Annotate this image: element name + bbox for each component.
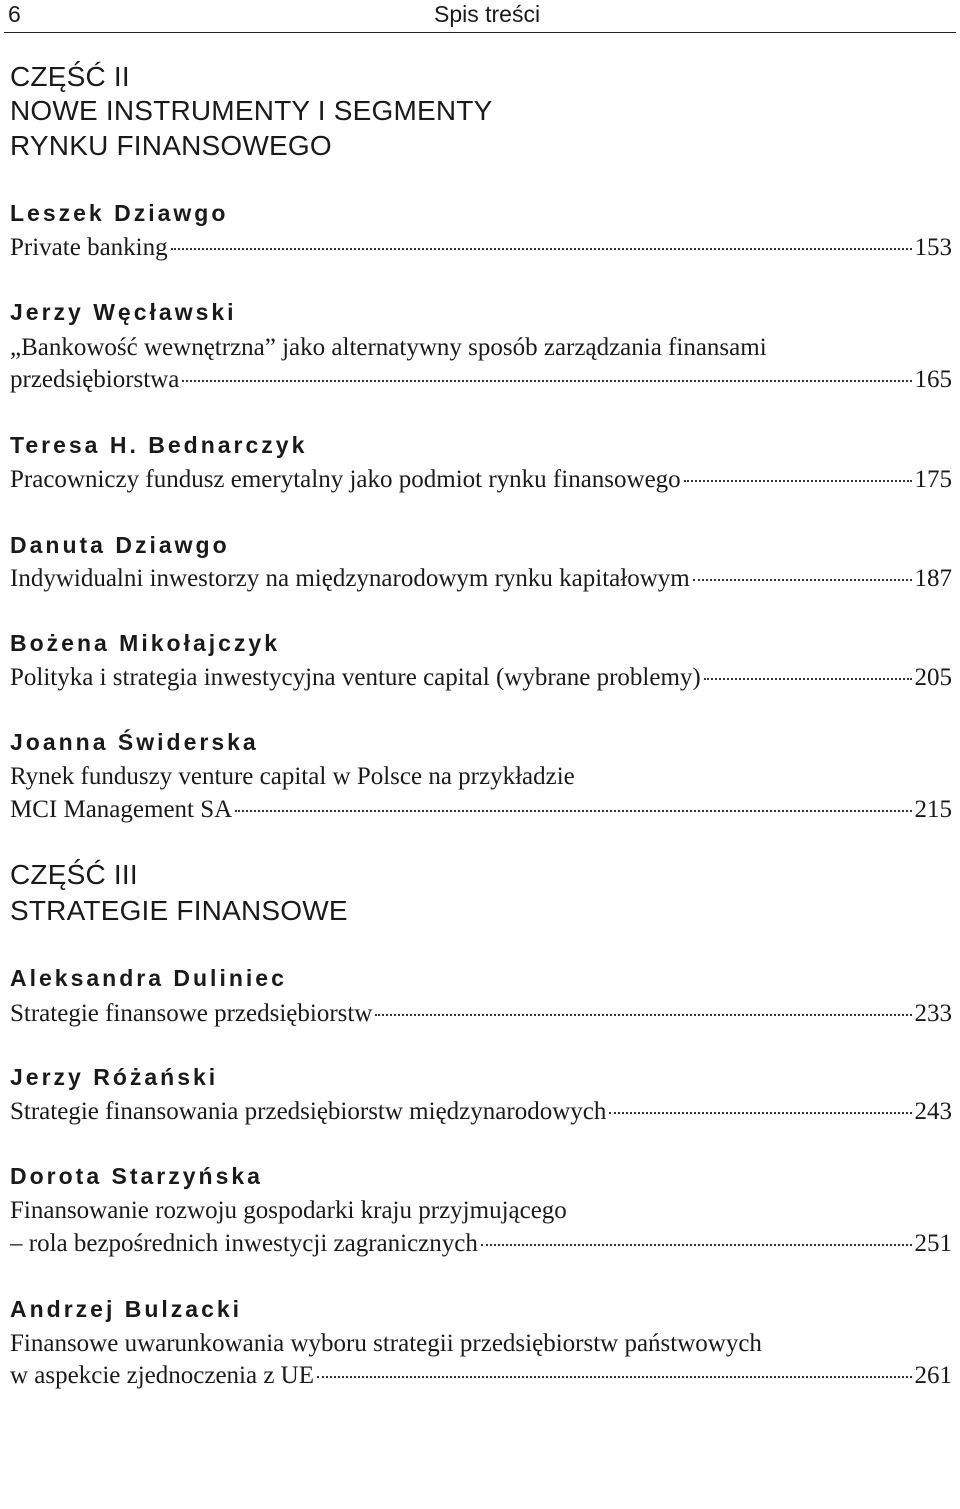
dot-leader	[317, 1376, 911, 1378]
toc-entry-author: Jerzy Węcławski	[10, 299, 237, 325]
toc-entry-title: MCI Management SA	[10, 796, 233, 823]
toc-entry-author: Dorota Starzyńska	[10, 1163, 263, 1189]
toc-entry-page: 175	[914, 466, 952, 493]
dot-leader	[693, 579, 912, 581]
dot-leader	[481, 1244, 912, 1246]
part-3-heading: CZĘŚĆ III	[10, 859, 138, 890]
toc-entry-title-lead: Finansowe uwarunkowania wyboru strategii przedsiębiorstw państwowych	[10, 1330, 762, 1357]
dot-leader	[375, 1014, 911, 1016]
toc-entry[interactable]	[10, 464, 952, 496]
toc-entry-page: 205	[914, 664, 952, 691]
toc-entry-author: Joanna Świderska	[10, 729, 259, 755]
running-header	[4, 0, 956, 33]
toc-entry-page: 215	[914, 796, 952, 823]
toc-entry[interactable]	[10, 794, 952, 826]
toc-entry-title: Indywidualni inwestorzy na międzynarodowym rynku kapitałowym	[10, 565, 690, 592]
toc-entry[interactable]	[10, 364, 952, 396]
toc-entry[interactable]	[10, 1360, 952, 1392]
toc-entry-page: 153	[914, 234, 952, 261]
toc-entry-title: Polityka i strategia inwestycyjna venture capital (wybrane problemy)	[10, 664, 701, 691]
toc-entry-title: Strategie finansowe przedsiębiorstw	[10, 1000, 373, 1027]
toc-entry-title-lead: Rynek funduszy venture capital w Polsce na przykładzie	[10, 763, 575, 790]
toc-entry[interactable]	[10, 1096, 952, 1128]
toc-entry-page: 187	[914, 565, 952, 592]
dot-leader	[182, 380, 911, 382]
dot-leader	[609, 1112, 911, 1114]
toc-entry-author: Leszek Dziawgo	[10, 200, 229, 226]
toc-entry-author: Jerzy Różański	[10, 1064, 219, 1090]
toc-entry-title: przedsiębiorstwa	[10, 366, 180, 393]
toc-entry-title-lead: „Bankowość wewnętrzna” jako alternatywny sposób zarządzania finansami	[10, 334, 767, 361]
toc-entry-author: Danuta Dziawgo	[10, 532, 230, 558]
running-title: Spis treści	[434, 1, 541, 27]
toc-entry-page: 165	[914, 366, 952, 393]
toc-entry-page: 233	[914, 1000, 952, 1027]
toc-entry-author: Teresa H. Bednarczyk	[10, 432, 308, 458]
part-2-title-line-2: RYNKU FINANSOWEGO	[10, 130, 332, 161]
toc-entry-title: w aspekcie zjednoczenia z UE	[10, 1362, 315, 1389]
part-2-heading: CZĘŚĆ II	[10, 61, 130, 92]
dot-leader	[684, 480, 912, 482]
toc-entry[interactable]	[10, 1228, 952, 1260]
dot-leader	[171, 248, 912, 250]
toc-entry-title: – rola bezpośrednich inwestycji zagranicznych	[10, 1230, 478, 1257]
page-number: 6	[8, 1, 21, 27]
toc-entry-author: Aleksandra Duliniec	[10, 965, 287, 991]
toc-entry-title-lead: Finansowanie rozwoju gospodarki kraju przyjmującego	[10, 1197, 567, 1224]
toc-entry-title: Strategie finansowania przedsiębiorstw międzynarodowych	[10, 1098, 607, 1125]
toc-entry-title: Private banking	[10, 234, 168, 261]
toc-entry[interactable]	[10, 662, 952, 694]
toc-entry-author: Andrzej Bulzacki	[10, 1296, 243, 1322]
toc-entry-page: 243	[914, 1098, 952, 1125]
toc-entry[interactable]	[10, 563, 952, 595]
dot-leader	[704, 678, 912, 680]
toc-entry-author: Bożena Mikołajczyk	[10, 630, 281, 656]
dot-leader	[235, 810, 911, 812]
toc-entry[interactable]	[10, 232, 952, 264]
part-2-title-line-1: NOWE INSTRUMENTY I SEGMENTY	[10, 95, 493, 126]
part-3-title-line-1: STRATEGIE FINANSOWE	[10, 895, 348, 926]
toc-entry-page: 251	[914, 1230, 952, 1257]
toc-entry-title: Pracowniczy fundusz emerytalny jako podmiot rynku finansowego	[10, 466, 681, 493]
toc-entry-page: 261	[914, 1362, 952, 1389]
toc-entry[interactable]	[10, 998, 952, 1030]
